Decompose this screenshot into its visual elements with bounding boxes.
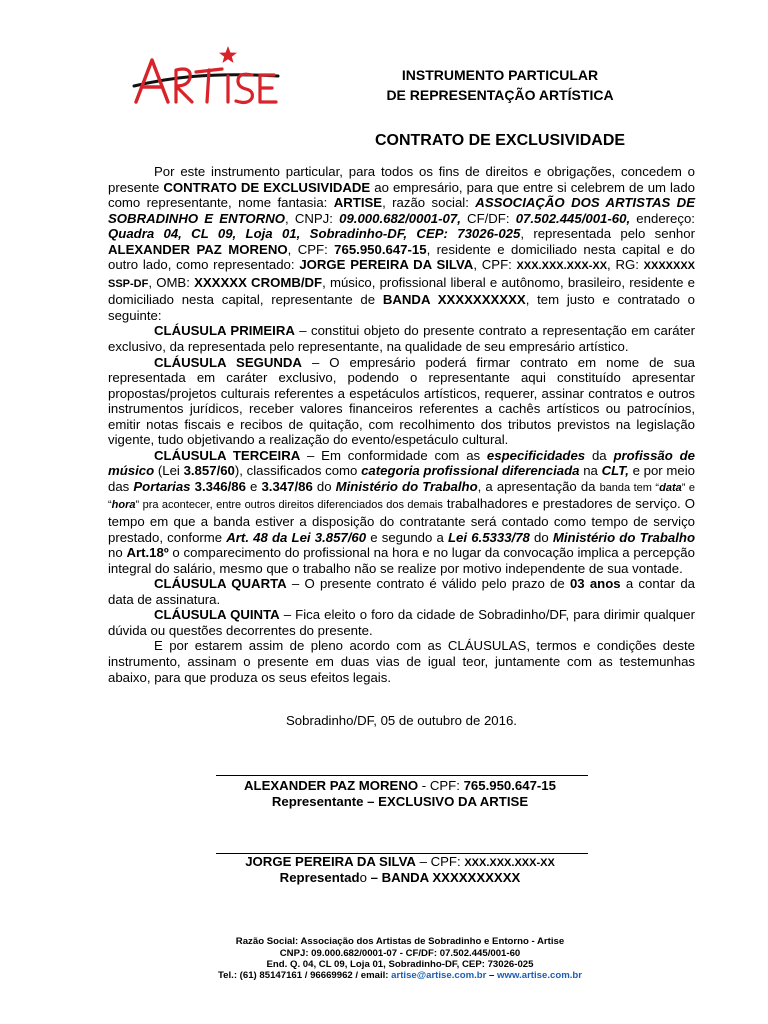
clause-5: CLÁUSULA QUINTA – Fica eleito o foro da cidade de Sobradinho/DF, para dirimir qualquer dúvida ou questões decorrentes do presente. xyxy=(108,607,695,638)
signature-line-representative xyxy=(216,775,588,776)
contract-body xyxy=(108,164,695,685)
clause-3: CLÁUSULA TERCEIRA – Em conformidade com as especificidades da profissão de músico (Lei 3.857/60), classificados como categoria profissional diferenciada na CLT, e por meio das Portarias 3.346/86 e 3.347/86 do Ministério do Trabalho, a apresentação da banda tem “data” e “hora” pra acontecer, entre outros direitos diferenciados dos demais trabalhadores e prestadores de serviço. O tempo em que a banda estiver a disposição do contratante será contado como tempo de serviço prestado, conforme Art. 48 da Lei 3.857/60 e segundo a Lei 6.5333/78 do Ministério do Trabalho no Art.18º o comparecimento do profissional na hora e no lugar da convocação implica a percepção integral do salário, mesmo que o trabalho não se realize por motivo independente de sua vontade. xyxy=(108,447,696,576)
contract-title: CONTRATO DE EXCLUSIVIDADE xyxy=(374,132,626,149)
footer-company-name: Razão Social: Associação dos Artistas de Sobradinho e Entorno - Artise xyxy=(235,936,565,947)
email-link[interactable]: artise@artise.com.br xyxy=(391,970,487,981)
represented-signature-name: JORGE PEREIRA DA SILVA – CPF: XXX.XXX.XXX-XX xyxy=(245,854,555,869)
place-date: Sobradinho/DF, 05 de outubro de 2016. xyxy=(286,713,517,728)
doc-heading-line1: INSTRUMENTO PARTICULAR xyxy=(401,67,599,83)
doc-heading-line2: DE REPRESENTAÇÃO ARTÍSTICA xyxy=(386,87,614,103)
artise-logo-graphic xyxy=(128,42,288,114)
representative-signature-name: ALEXANDER PAZ MORENO - CPF: 765.950.647-15 xyxy=(244,778,556,793)
clause-1: CLÁUSULA PRIMEIRA – constitui objeto do presente contrato a representação em caráter exclusivo, da representada pelo representante, na qualidade de seu empresário artístico. xyxy=(108,323,695,355)
representative-role: Representante – EXCLUSIVO DA ARTISE xyxy=(271,794,529,809)
intro-paragraph: Por este instrumento particular, para todos os fins de direitos e obrigações, concedem o presente CONTRATO DE EXCLUSIVIDADE ao empresário, para que entre si celebrem de um lado como representante, nome fantasia: ARTISE, razão social: ASSOCIAÇÃO DOS ARTISTAS DE SOBRADINHO E ENTORNO, CNPJ: 09.000.682/0001-07, CF/DF: 07.502.445/001-60, endereço: Quadra 04, CL 09, Loja 01, Sobradinho-DF, CEP: 73026-025, representada pelo senhor ALEXANDER PAZ MORENO, CPF: 765.950.647-15, residente e domiciliado nesta capital e do outro lado, como representado: JORGE PEREIRA DA SILVA, CPF: XXX.XXX.XXX-XX, RG: XXXXXXX SSP-DF, OMB: XXXXXX CROMB/DF, músico, profissional liberal e autônomo, brasileiro, residente e domiciliado nesta capital, representante de BANDA XXXXXXXXXX, tem justo e contratado o seguinte: xyxy=(108,164,696,323)
footer-registration: CNPJ: 09.000.682/0001-07 - CF/DF: 07.502.445/001-60 xyxy=(279,948,521,959)
footer-contact: Tel.: (61) 85147161 / 96669962 / email: artise@artise.com.br – www.artise.com.br xyxy=(218,970,582,981)
clause-2: CLÁUSULA SEGUNDA – O empresário poderá firmar contrato em nome de sua representada em caráter exclusivo, podendo o representante aqui constituído apresentar propostas/projetos culturais referentes a espetáculos artísticos, requerer, assinar contratos e outros instrumentos jurídicos, receber valores financeiros referentes a cachês artísticos ou patrocínios, emitir notas fiscais e recibos de quitação, com recolhimento dos tributos previstos na legislação vigente, tudo objetivando a realização do evento/espetáculo cultural. xyxy=(108,354,695,448)
footer-address: End. Q. 04, CL 09, Loja 01, Sobradinho-DF, CEP: 73026-025 xyxy=(266,959,534,970)
clause-4: CLÁUSULA QUARTA – O presente contrato é válido pelo prazo de 03 anos a contar da data de assinatura. xyxy=(108,576,695,607)
closing-paragraph: E por estarem assim de pleno acordo com as CLÁUSULAS, termos e condições deste instrumento, assinam o presente em duas vias de igual teor, juntamente com as testemunhas abaixo, para que produza os seus efeitos legais. xyxy=(108,638,695,685)
represented-role: Representado – BANDA XXXXXXXXXX xyxy=(279,870,521,885)
artise-logo xyxy=(128,42,288,114)
website-link[interactable]: www.artise.com.br xyxy=(497,970,582,981)
